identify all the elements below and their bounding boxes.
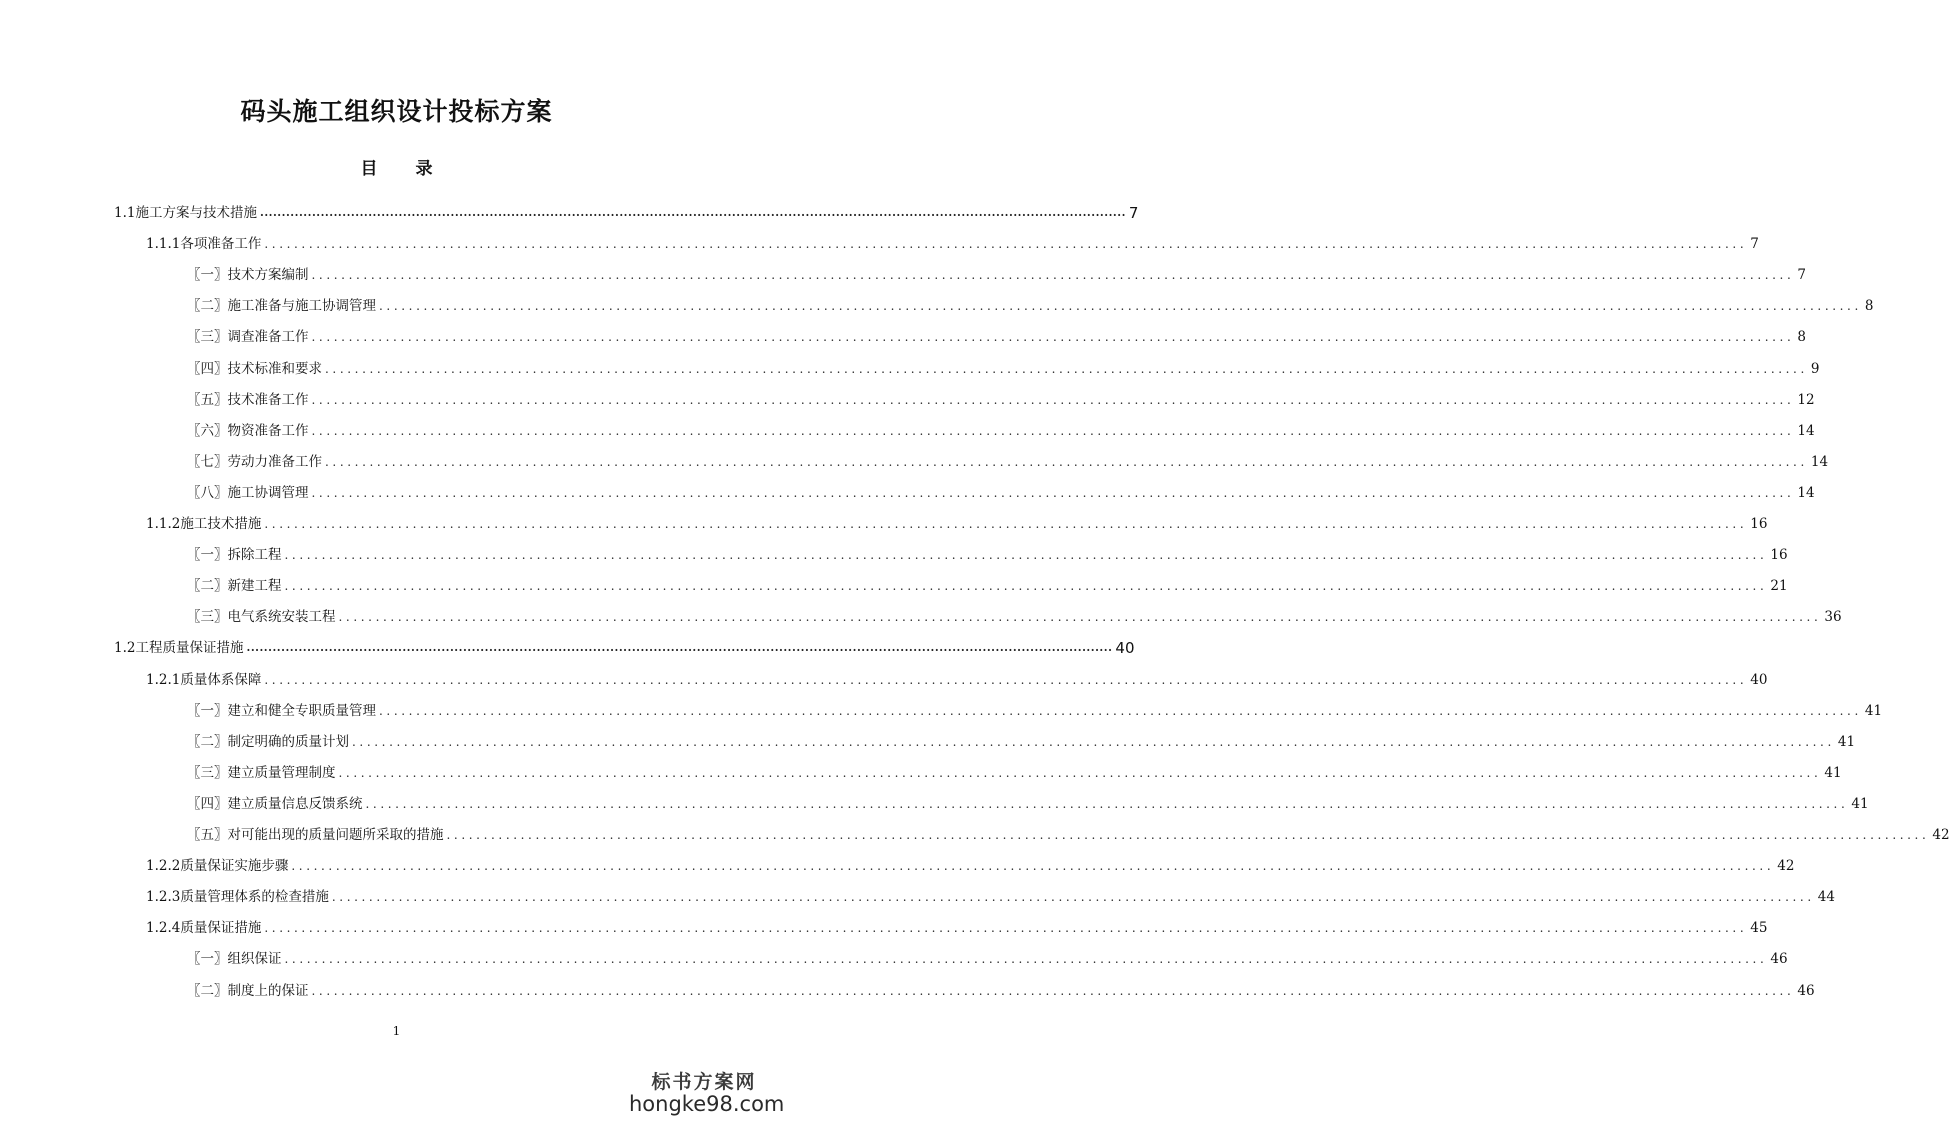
toc-entry[interactable]	[187, 604, 1842, 626]
toc-dot-leader: ........................................................................................................................................................................................................	[311, 983, 1795, 998]
toc-entry-page: 9	[1810, 360, 1820, 377]
toc-entry-page: 8	[1797, 329, 1806, 346]
toc-entry-label: 〖二〗制度上的保证	[187, 982, 309, 999]
toc-entry[interactable]	[187, 356, 1820, 378]
toc-dot-leader: ........................................................................................................................................................................................................	[365, 796, 1849, 811]
toc-entry[interactable]	[187, 262, 1806, 284]
toc-entry-label: 〖三〗电气系统安装工程	[187, 609, 336, 626]
toc-dot-leader: ........................................................................................................................................................................................................	[338, 765, 1822, 780]
toc-entry-label: 〖四〗技术标准和要求	[187, 360, 322, 377]
toc-entry-page: 40	[1115, 639, 1135, 658]
toc-dot-leader: ........................................................................................................................................................................................................	[352, 734, 1835, 749]
toc-entry-label: 1.2.1质量体系保障	[146, 671, 262, 688]
toc-dot-leader: ........................................................................................................................................................................................................	[291, 859, 1775, 874]
toc-entry-label: 1.1.1各项准备工作	[146, 236, 262, 253]
toc-entry-page: 40	[1750, 671, 1768, 688]
toc-entry[interactable]	[114, 200, 1139, 222]
toc-entry-label: 〖八〗施工协调管理	[187, 484, 309, 501]
toc-entry[interactable]	[146, 667, 1768, 689]
toc-entry-label: 〖四〗建立质量信息反馈系统	[187, 795, 363, 812]
toc-entry-page: 46	[1770, 951, 1788, 968]
toc-entry-page: 41	[1837, 733, 1856, 750]
toc-entry-label: 1.2工程质量保证措施	[114, 640, 244, 657]
toc-entry-page: 45	[1750, 920, 1768, 937]
toc-entry[interactable]	[187, 542, 1788, 564]
document-title: 码头施工组织设计投标方案	[240, 97, 553, 126]
toc-entry-page: 14	[1810, 453, 1829, 470]
toc-entry-page: 42	[1777, 858, 1795, 875]
toc-entry-page: 16	[1750, 516, 1768, 532]
toc-entry[interactable]	[187, 324, 1806, 346]
toc-dot-leader: ........................................................................................................................................................................................................	[259, 206, 1126, 219]
toc-entry[interactable]	[146, 884, 1835, 906]
toc-entry-label: 〖二〗新建工程	[187, 578, 282, 595]
toc-entry-page: 36	[1824, 609, 1842, 626]
toc-dot-leader: ........................................................................................................................................................................................................	[264, 672, 1748, 687]
watermark-site-name: 标书方案网	[651, 1071, 757, 1093]
toc-entry-label: 〖一〗拆除工程	[187, 547, 282, 564]
toc-dot-leader: ........................................................................................................................................................................................................	[325, 361, 1808, 376]
toc-entry-page: 7	[1797, 267, 1806, 284]
toc-entry[interactable]	[187, 978, 1815, 1000]
watermark-logo	[629, 1067, 785, 1116]
toc-dot-leader: ........................................................................................................................................................................................................	[331, 890, 1815, 905]
toc-entry-label: 〖三〗建立质量管理制度	[187, 764, 336, 781]
toc-dot-leader: ........................................................................................................................................................................................................	[284, 579, 1768, 594]
toc-dot-leader: ........................................................................................................................................................................................................	[446, 828, 1930, 842]
toc-entry-page: 41	[1824, 764, 1842, 781]
toc-dot-leader: ........................................................................................................................................................................................................	[311, 392, 1795, 407]
toc-entry-page: 14	[1797, 422, 1815, 439]
toc-entry[interactable]	[146, 511, 1768, 533]
toc-dot-leader: ........................................................................................................................................................................................................	[311, 330, 1795, 345]
toc-entry[interactable]	[187, 293, 1874, 315]
toc-dot-leader: ........................................................................................................................................................................................................	[325, 454, 1808, 469]
toc-entry-label: 〖一〗组织保证	[187, 951, 282, 968]
toc-entry-label: 〖二〗施工准备与施工协调管理	[187, 298, 376, 315]
toc-entry[interactable]	[187, 822, 1950, 844]
toc-dot-leader: ........................................................................................................................................................................................................	[338, 610, 1822, 625]
toc-entry-label: 1.2.3质量管理体系的检查措施	[146, 889, 329, 906]
toc-entry-label: 〖七〗劳动力准备工作	[187, 453, 322, 470]
toc-dot-leader: ........................................................................................................................................................................................................	[246, 641, 1113, 655]
toc-entry-label: 〖一〗建立和健全专职质量管理	[187, 702, 376, 719]
toc-dot-leader: ........................................................................................................................................................................................................	[264, 237, 1748, 252]
toc-heading: 目 录	[360, 159, 449, 179]
toc-entry[interactable]	[187, 946, 1788, 968]
toc-entry-label: 〖五〗对可能出现的质量问题所采取的措施	[187, 827, 444, 843]
toc-entry-label: 1.2.2质量保证实施步骤	[146, 858, 289, 875]
toc-entry-page: 21	[1770, 578, 1788, 595]
toc-entry[interactable]	[187, 760, 1842, 782]
toc-entry-label: 〖一〗技术方案编制	[187, 267, 309, 284]
toc-entry[interactable]	[187, 418, 1815, 440]
toc-dot-leader: ........................................................................................................................................................................................................	[284, 548, 1768, 563]
toc-dot-leader: ........................................................................................................................................................................................................	[311, 268, 1795, 283]
toc-entry-label: 1.2.4质量保证措施	[146, 920, 262, 937]
toc-entry-label: 〖五〗技术准备工作	[187, 391, 309, 408]
toc-dot-leader: ........................................................................................................................................................................................................	[284, 952, 1768, 967]
toc-entry[interactable]	[187, 729, 1856, 751]
page-number: 1	[392, 1024, 401, 1038]
toc-entry-page: 44	[1817, 889, 1835, 906]
toc-entry[interactable]	[146, 915, 1768, 937]
toc-entry[interactable]	[187, 698, 1883, 720]
toc-entry-page: 12	[1797, 391, 1815, 408]
toc-entry[interactable]	[187, 387, 1815, 409]
toc-dot-leader: ........................................................................................................................................................................................................	[311, 485, 1795, 500]
toc-entry[interactable]	[146, 231, 1759, 253]
toc-entry[interactable]	[187, 480, 1815, 502]
toc-entry-page: 41	[1851, 795, 1869, 812]
toc-entry-page: 46	[1797, 982, 1815, 999]
toc-dot-leader: ........................................................................................................................................................................................................	[264, 921, 1748, 936]
toc-entry-page: 41	[1864, 702, 1883, 719]
toc-entry[interactable]	[187, 449, 1829, 471]
toc-entry[interactable]	[114, 635, 1135, 658]
toc-entry-page: 7	[1128, 204, 1139, 222]
toc-dot-leader: ........................................................................................................................................................................................................	[311, 423, 1795, 438]
toc-entry[interactable]	[187, 573, 1788, 595]
toc-dot-leader: ........................................................................................................................................................................................................	[379, 299, 1862, 314]
toc-entry-label: 1.1.2施工技术措施	[146, 516, 262, 532]
toc-entry[interactable]	[187, 791, 1869, 813]
watermark-site-url: hongke98.com	[629, 1092, 785, 1116]
toc-entry-page: 16	[1770, 547, 1788, 564]
toc-entry-label: 〖三〗调查准备工作	[187, 329, 309, 346]
toc-entry-page: 7	[1750, 236, 1759, 253]
toc-entry-page: 42	[1932, 827, 1950, 843]
toc-dot-leader: ........................................................................................................................................................................................................	[379, 703, 1862, 718]
toc-entry-page: 8	[1864, 298, 1874, 315]
toc-entry-page: 14	[1797, 484, 1815, 501]
toc-dot-leader: ........................................................................................................................................................................................................	[264, 517, 1748, 531]
toc-entry[interactable]	[146, 853, 1795, 875]
toc-entry-label: 1.1施工方案与技术措施	[114, 205, 257, 221]
toc-entry-label: 〖六〗物资准备工作	[187, 422, 309, 439]
toc-entry-label: 〖二〗制定明确的质量计划	[187, 733, 349, 750]
